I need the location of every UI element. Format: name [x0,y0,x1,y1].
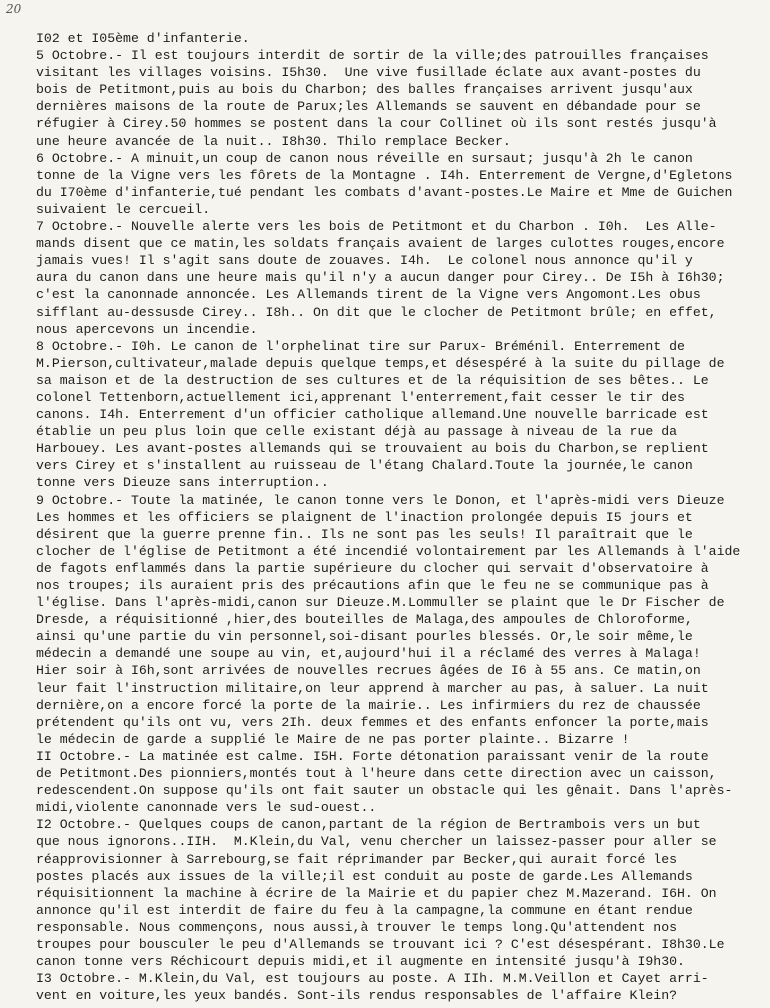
text-line: c'est la canonnade annoncée. Les Allemands tirent de la Vigne vers Angomont.Les obus [36,287,701,303]
text-line: réapprovisionner à Sarrebourg,se fait réprimander par Becker,qui aurait forcé les [36,851,678,867]
text-line: le médecin de garde a supplié le Maire de ne pas porter plainte.. Bizarre ! [36,731,630,747]
text-line: II Octobre.- La matinée est calme. I5H. Forte détonation paraissant venir de la route [36,748,709,764]
diary-text [36,30,762,1004]
text-line: de fagots enflammés dans la partie supérieure du clocher qui servait d'observatoire à [36,560,709,576]
text-line: désirent que la guerre prenne fin.. Ils ne sont pas les seuls! Il paraîtrait que le [36,526,693,542]
text-line: 9 Octobre.- Toute la matinée, le canon tonne vers le Donon, et l'après-midi vers Dieuze [36,492,725,508]
text-line: une heure avancée de la nuit.. I8h30. Thilo remplace Becker. [36,133,511,149]
text-line: aura du canon dans une heure mais qu'il n'y a aucun danger pour Cirey.. De I5h à I6h30; [36,270,725,286]
text-line: jamais vues! Il s'agit sans doute de zouaves. I4h. Le colonel nous annonce qu'il y [36,253,693,269]
text-line: l'église. Dans l'après-midi,canon sur Dieuze.M.Lommuller se plaint que le Dr Fischer de [36,595,725,611]
text-line: 6 Octobre.- A minuit,un coup de canon nous réveille en sursaut; jusqu'à 2h le canon [36,150,693,166]
text-line: prétendent qu'ils ont vu, vers 2Ih. deux femmes et des enfants enfoncer la porte,mais [36,714,709,730]
text-line: I2 Octobre.- Quelques coups de canon,partant de la région de Bertrambois vers un but [36,817,701,833]
text-line: Les hommes et les officiers se plaignent de l'inaction prolongée depuis I5 jours et [36,509,693,525]
text-line: vent en voiture,les yeux bandés. Sont-ils rendus responsables de l'affaire Klein? [36,988,678,1004]
text-line: du I70ème d'infanterie,tué pendant les combats d'avant-postes.Le Maire et Mme de Guichen [36,184,733,200]
text-line: suivaient le cercueil. [36,201,211,217]
text-line: tonne de la Vigne vers les fôrets de la Montagne . I4h. Enterrement de Vergne,d'Egletons [36,167,733,183]
text-line: postes placés aux issues de la ville;il est conduit au poste de garde.Les Allemands [36,868,693,884]
text-line: tonne vers Dieuze sans interruption.. [36,475,329,491]
text-line: canons. I4h. Enterrement d'un officier catholique allemand.Une nouvelle barricade est [36,407,709,423]
text-line: midi,violente canonnade vers le sud-ouest.. [36,800,377,816]
text-line: 7 Octobre.- Nouvelle alerte vers les bois de Petitmont et du Charbon . I0h. Les Alle- [36,219,717,235]
text-line: de Petitmont.Des pionniers,montés tout à l'heure dans cette direction avec un caisson, [36,766,717,782]
text-line: I02 et I05ème d'infanterie. [36,31,250,46]
text-line: bois de Petitmont,puis au bois du Charbon; des balles françaises arrivent jusqu'aux [36,82,693,98]
text-line: établie un peu plus loin que celle existant déjà au passage à niveau de la rue da [36,424,678,440]
text-line: I3 Octobre.- M.Klein,du Val, est toujours au poste. A IIh. M.M.Veillon et Cayet arri- [36,971,709,987]
text-line: réfugier à Cirey.50 hommes se postent dans la cour Collinet où ils sont restés jusqu'à [36,116,717,132]
text-line: Dresde, a réquisitionné ,hier,des bouteilles de Malaga,des ampoules de Chloroforme, [36,612,693,628]
text-line: colonel Tettenborn,actuellement ici,apprenant l'enterrement,fait cesser le tir des [36,389,685,405]
text-line: nos troupes; ils auraient pris des précautions afin que le feu ne se communique pas à [36,578,709,593]
text-line: dernières maisons de la route de Parux;les Allemands se sauvent en débandade pour se [36,99,701,115]
text-line: clocher de l'église de Petitmont a été incendié volontairement par les Allemands à l'aide [36,543,741,559]
text-line: visitant les villages voisins. I5h30. Une vive fusillade éclate aux avant-postes du [36,65,701,81]
text-line: réquisitionnent la machine à écrire de la Mairie et du papier chez M.Mazerand. I6H. On [36,885,717,901]
text-line: 8 Octobre.- I0h. Le canon de l'orphelinat tire sur Parux- Bréménil. Enterrement de [36,338,685,354]
page-number-mark: 20 [6,2,22,16]
text-line: Harbouey. Les avant-postes allemands qui se trouvaient au bois du Charbon,se replient [36,441,709,457]
text-line: M.Pierson,cultivateur,malade depuis quelque temps,et désespéré à la suite du pillage de [36,355,725,371]
text-line: 5 Octobre.- Il est toujours interdit de sortir de la ville;des patrouilles françaises [36,48,709,64]
text-line: annonce qu'il est interdit de faire du feu à la campagne,la commune en étant rendue [36,902,693,918]
text-line: nous apercevons un incendie. [36,321,258,337]
text-line: responsable. Nous commençons, nous aussi,à trouver le temps long.Qu'attendent nos [36,919,678,935]
text-line: ainsi qu'une partie du vin personnel,soi-disant pourles blessés. Or,le soir même,le [36,629,693,645]
text-line: sifflant au-dessusde Cirey.. I8h.. On dit que le clocher de Petitmont brûle; en effet, [36,304,717,320]
text-line: dernière,on a encore forcé la porte de la mairie.. Les infirmiers du rez de chaussée [36,697,701,713]
text-line: médecin a demandé une soupe au vin, et,aujourd'hui il a réclamé des verres à Malaga! [36,646,701,662]
text-line: sa maison et de la destruction de ses cultures et de la réquisition de ses bêtes.. Le [36,372,709,388]
text-line: leur fait l'instruction militaire,on leur apprend à marcher au pas, à saluer. La nuit [36,680,709,696]
text-line: Hier soir à I6h,sont arrivées de nouvelles recrues âgées de I6 à 55 ans. Ce matin,on [36,663,701,679]
text-line: canon tonne vers Réchicourt depuis midi,et il augmente en intensité jusqu'à I9h30. [36,954,685,970]
text-line: redescendent.On suppose qu'ils ont fait sauter un obstacle qui les gênait. Dans l'après- [36,783,733,799]
text-line: troupes pour bousculer le peu d'Allemands se trouvant ici ? C'est désespérant. I8h30.Le [36,936,725,952]
text-line: vers Cirey et s'installent au ruisseau de l'étang Chalard.Toute la journée,le canon [36,458,693,474]
text-line: que nous ignorons..IIH. M.Klein,du Val, venu chercher un laissez-passer pour aller se [36,834,717,850]
text-line: mands disent que ce matin,les soldats français avaient de larges culottes rouges,encore [36,236,725,252]
